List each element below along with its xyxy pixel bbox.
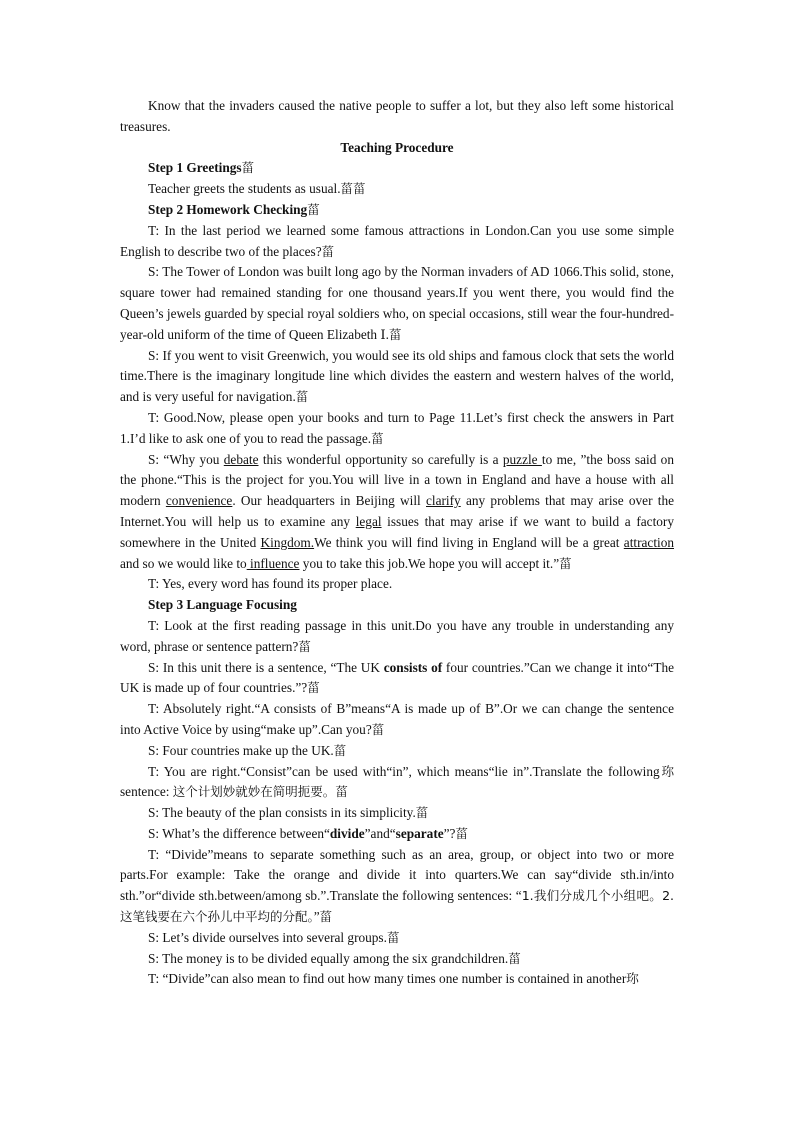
dialogue-text: T: You are right.“Consist”can be used with“in”, which means“lie in”.Translate the following (148, 763, 660, 779)
stray-mark: 菑 (371, 721, 385, 737)
stray-mark: 菑 (307, 201, 320, 217)
passage-text: issues that may arise if we want to build a factory somewhere in the United (120, 513, 674, 550)
dialogue-text: T: Look at the first reading passage in this unit.Do you have any trouble in understanding any word, phrase or sentence pattern? (120, 617, 674, 654)
objective-text: Know that the invaders caused the native people to suffer a lot, but they also left some historical treasures. (120, 98, 674, 134)
dialogue-text: four countries.”Can we change it into“The UK is made up of four countries.”? (120, 659, 674, 696)
passage-text: to me, ”the boss said on the phone.“This is the project for you.You will live in a town in England and have a house with all modern (120, 451, 674, 509)
dialogue-text: S: The money is to be divided equally among the six grandchildren. (148, 950, 509, 966)
dialogue-line (120, 616, 674, 658)
chinese-sentence: 这个计划妙就妙在简明扼要。 (172, 784, 336, 800)
dialogue-text: T: “Divide”means to separate something such as an area, group, or object into two or more parts.For example: Take the orange and divide it into quarters.We can say“divide sth.in/into sth.”or“divide sth.between/among sb.”.Translate the following sentences: “ (120, 846, 674, 904)
dialogue-text: S: The Tower of London was built long ago by the Norman invaders of AD 1066.This solid, stone, square tower had remained standing for one thousand years.If you went there, you would find the Queen’s jewels guarded by special royal soldiers who, on special occasions, still wear the four-hundred-year-old uniform of the time of Queen Elizabeth Ⅰ. (120, 264, 674, 342)
underlined-word: attraction (623, 534, 675, 550)
dialogue-line (120, 969, 674, 990)
stray-mark: 菑 (415, 805, 429, 821)
dialogue-text: ”? (443, 825, 456, 841)
dialogue-line (120, 928, 674, 949)
stray-mark: 菑 (307, 680, 320, 696)
dialogue-text: T: Good.Now, please open your books and turn to Page 11.Let’s first check the answers in Part 1.I’d like to ask one of you to read the passage. (120, 409, 674, 446)
underlined-word: influence (246, 555, 300, 571)
dialogue-line (120, 658, 674, 700)
procedure-heading (120, 138, 674, 159)
passage-text: . Our headquarters in Beijing will (232, 493, 426, 509)
bold-word: divide (329, 825, 365, 841)
dialogue-text: ” (313, 909, 320, 925)
dialogue-text: ”and“ (364, 825, 396, 841)
dialogue-line (120, 346, 674, 408)
greeting-line (120, 179, 674, 200)
passage-text: this wonderful opportunity so carefully is a (258, 451, 503, 467)
dialogue-text: T: “Divide”can also mean to find out how many times one number is contained in another (148, 971, 627, 987)
stray-mark: 菑 (559, 555, 572, 571)
step2-title: Step 2 Homework Checking (148, 201, 308, 217)
dialogue-line (120, 741, 674, 762)
bold-word: separate (395, 825, 444, 841)
objective-paragraph (120, 96, 674, 138)
dialogue-line (120, 762, 674, 804)
step3-title: Step 3 Language Focusing (148, 597, 297, 613)
procedure-title: Teaching Procedure (340, 139, 454, 155)
dialogue-line (120, 408, 674, 450)
greeting-text: Teacher greets the students as usual. (148, 181, 341, 197)
dialogue-line (120, 221, 674, 263)
underlined-word: puzzle (502, 451, 542, 467)
passage-text: and so we would like to (120, 555, 247, 571)
stray-mark: 菑 (508, 950, 521, 966)
stray-mark: 菑菑 (340, 181, 366, 197)
stray-mark: 菑 (335, 784, 348, 800)
dialogue-line (120, 262, 674, 345)
stray-mark: 珎 (659, 763, 674, 779)
dialogue-text: S: The beauty of the plan consists in its simplicity. (148, 805, 416, 821)
underlined-word: Kingdom. (260, 534, 315, 550)
underlined-word: legal (355, 513, 382, 529)
passage-text: you to take this job.We hope you will accept it.” (299, 555, 560, 571)
bold-phrase: consists of (383, 659, 443, 675)
dialogue-text: T: Absolutely right.“A consists of B”means“A is made up of B”.Or we can change the sentence into Active Voice by using“make up”.Can you? (120, 701, 674, 737)
stray-mark: 菑 (455, 825, 468, 841)
passage-text: S: “Why you (148, 451, 224, 467)
stray-mark: 菑 (295, 389, 309, 405)
passage-text: any problems that may arise over the Internet.You will help us to examine any (120, 493, 674, 529)
stray-mark: 菑 (319, 909, 333, 925)
dialogue-text: S: If you went to visit Greenwich, you would see its old ships and famous clock that sets the world time.There is the imaginary longitude line which divides the eastern and western halves of the world, and is very useful for navigation. (120, 347, 674, 405)
dialogue-text: sentence: (120, 784, 173, 800)
dialogue-text: S: Four countries make up the UK. (148, 742, 334, 758)
stray-mark: 菑 (333, 742, 347, 758)
underlined-word: clarify (426, 493, 461, 509)
stray-mark: 菑 (386, 929, 400, 945)
chinese-sentence: 1.我们分成几个小组吧。2.这笔钱要在六个孙儿中平均的分配。 (120, 888, 674, 925)
dialogue-line (120, 574, 674, 595)
stray-mark: 菑 (241, 160, 255, 176)
dialogue-text: T: Yes, every word has found its proper place. (148, 576, 393, 592)
stray-mark: 菑 (371, 430, 384, 446)
dialogue-line (120, 824, 674, 845)
dialogue-line (120, 845, 674, 928)
dialogue-text: S: What’s the difference between“ (148, 825, 330, 841)
dialogue-line (120, 803, 674, 824)
stray-mark: 菑 (321, 243, 335, 259)
dialogue-line (120, 949, 674, 970)
underlined-word: debate (223, 451, 259, 467)
step2-heading (120, 200, 674, 221)
step3-heading (120, 595, 674, 616)
stray-mark: 菑 (298, 638, 311, 654)
dialogue-text: S: Let’s divide ourselves into several groups. (148, 929, 387, 945)
underlined-word: convenience (165, 493, 233, 509)
step1-heading (120, 158, 674, 179)
step1-title: Step 1 Greetings (148, 160, 242, 176)
stray-mark: 菑 (388, 326, 402, 342)
reading-passage (120, 450, 674, 575)
stray-mark: 珎 (626, 971, 639, 987)
dialogue-text: T: In the last period we learned some famous attractions in London.Can you use some simple English to describe two of the places? (120, 222, 674, 259)
dialogue-text: S: In this unit there is a sentence, “The UK (148, 659, 384, 675)
dialogue-line (120, 699, 674, 741)
passage-text: We think you will find living in England will be a great (314, 534, 624, 550)
